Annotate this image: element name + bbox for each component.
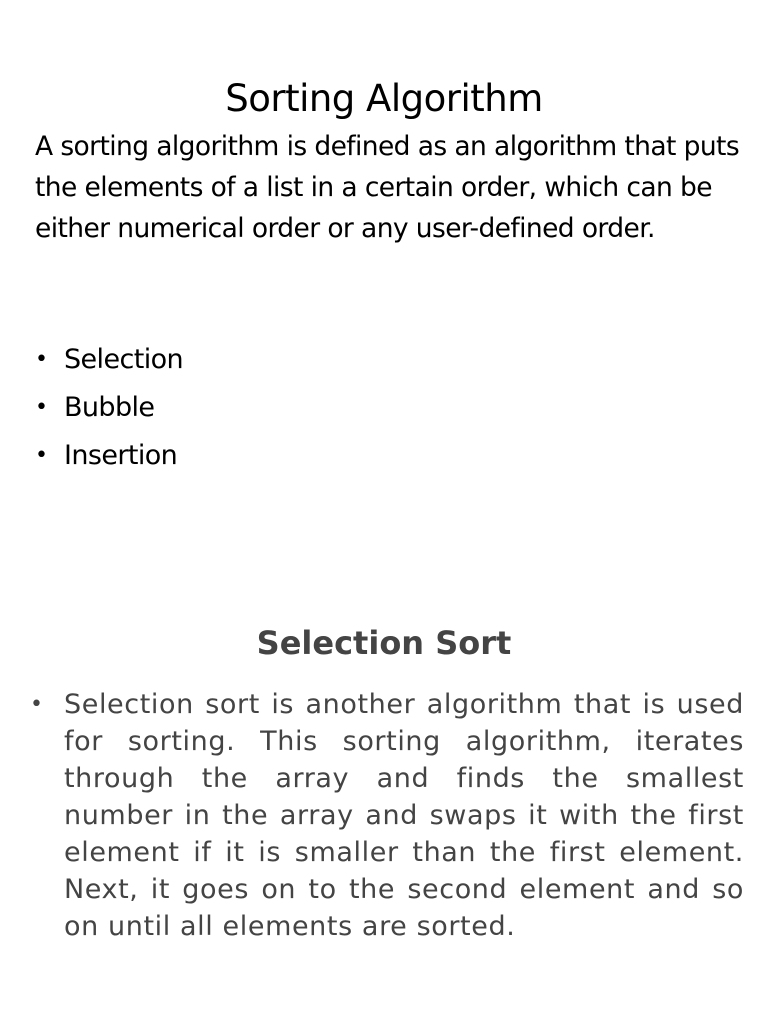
list-item-label: Insertion <box>64 440 178 471</box>
bullet-paragraph <box>30 686 744 945</box>
list-item <box>35 384 735 432</box>
bullet-icon: • <box>35 443 48 468</box>
list-item <box>35 336 735 384</box>
list-item-label: Bubble <box>64 392 155 423</box>
bullet-icon: • <box>35 347 48 372</box>
bullet-icon: • <box>35 395 48 420</box>
slide-selection-sort <box>0 512 768 1024</box>
slide-title: Selection Sort <box>256 623 512 662</box>
selection-sort-description: Selection sort is another algorithm that is used for sorting. This sorting algorithm, iterates through the array and finds the smallest number in the array and swaps it with the first element if it is smaller than the first element. Next, it goes on to the second element and so on until all elements are sorted. <box>64 689 744 942</box>
algorithm-list <box>35 336 735 480</box>
list-item-label: Selection <box>64 344 184 375</box>
slide-title: Sorting Algorithm <box>225 76 543 120</box>
intro-paragraph: A sorting algorithm is defined as an algorithm that puts the elements of a list in a certain order, which can be either numerical order or any user-defined order. <box>35 131 740 244</box>
bullet-icon: • <box>30 692 44 717</box>
list-item <box>35 432 735 480</box>
